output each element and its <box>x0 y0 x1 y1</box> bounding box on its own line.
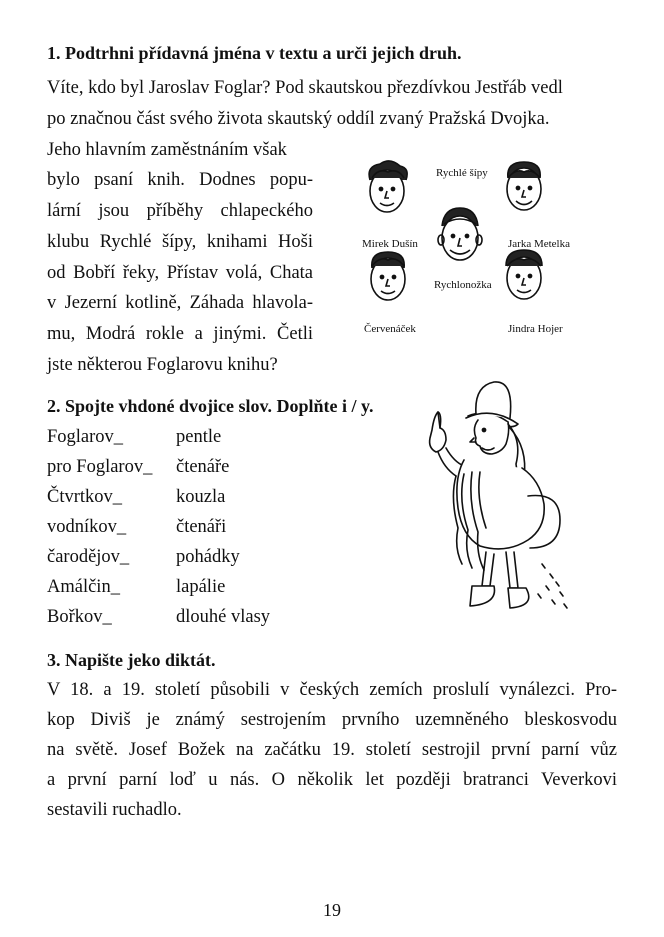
section1-text-line: jste některou Foglarovu knihu? <box>47 355 278 375</box>
word-right: čtenáři <box>176 517 227 537</box>
section3-text-line: sestavili ruchadlo. <box>47 800 182 820</box>
section3-text-line: V 18. a 19. století působili v českých zemích proslulí vynálezci. Pro- <box>47 680 617 700</box>
word-right: lapálie <box>176 577 226 597</box>
vodnik-illustration <box>410 368 580 638</box>
section1-text-line: bylo psaní knih. Dodnes popu- <box>47 170 313 190</box>
section1-text-line: v Jezerní kotlině, Záhada hlavola- <box>47 293 313 313</box>
figure-label-jindra: Jindra Hojer <box>508 323 563 335</box>
word-right: pohádky <box>176 547 240 567</box>
figure-label-mirek: Mirek Dušín <box>362 238 418 250</box>
section3-text-line: kop Diviš je známý sestrojením prvního uzemněného bleskosvodu <box>47 710 617 730</box>
section1-heading: 1. Podtrhni přídavná jména v textu a urči jejich druh. <box>47 43 462 63</box>
word-left: čarodějov_ <box>47 547 130 567</box>
word-right: dlouhé vlasy <box>176 607 271 627</box>
section1-text-line: mu, Modrá rokle a jinými. Četli <box>47 324 313 344</box>
rychle-sipy-illustration <box>356 158 586 343</box>
word-left: Bořkov_ <box>47 607 112 627</box>
word-left: vodníkov_ <box>47 517 127 537</box>
section1-text-line: Jeho hlavním zaměstnáním však <box>47 140 287 160</box>
section1-text-line: klubu Rychlé šípy, knihami Hoši <box>47 232 313 252</box>
face-mirek-icon <box>369 161 407 212</box>
figure-label-rychlonozka: Rychlonožka <box>434 279 492 291</box>
boys-faces-drawing <box>356 158 586 343</box>
page-number: 19 <box>323 900 341 920</box>
word-left: Foglarov_ <box>47 427 124 447</box>
word-right: čtenáře <box>176 457 230 477</box>
face-jarka-icon <box>507 162 541 210</box>
section2-heading: 2. Spojte vhdoné dvojice slov. Doplňte i / y. <box>47 396 374 416</box>
word-left: pro Foglarov_ <box>47 457 153 477</box>
word-left: Čtvrtkov_ <box>47 487 123 507</box>
figure-label-cervenacek: Červenáček <box>364 323 416 335</box>
figure-label-jarka: Jarka Metelka <box>508 238 570 250</box>
word-right: pentle <box>176 427 222 447</box>
face-rychlonozka-icon <box>438 208 482 260</box>
section3-text-line: a první parní loď u nás. O několik let později bratranci Veverkovi <box>47 770 617 790</box>
word-left: Amálčin_ <box>47 577 120 597</box>
face-cervenacek-icon <box>371 252 405 300</box>
vodnik-drawing <box>410 368 580 638</box>
section1-text-line: Víte, kdo byl Jaroslav Foglar? Pod skautskou přezdívkou Jestřáb vedl <box>47 78 563 98</box>
section3-text-line: na světě. Josef Božek na začátku 19. století sestrojil první parní vůz <box>47 740 617 760</box>
section3-heading: 3. Napište jeko diktát. <box>47 650 216 670</box>
face-jindra-icon <box>506 250 542 299</box>
section1-text-line: lární jsou příběhy chlapeckého <box>47 201 313 221</box>
section1-text-line: od Bobří řeky, Přístav volá, Chata <box>47 263 313 283</box>
word-right: kouzla <box>176 487 226 507</box>
section1-text-line: po značnou část svého života skautský oddíl zvaný Pražská Dvojka. <box>47 109 550 129</box>
figure-label-title: Rychlé šípy <box>436 167 488 179</box>
